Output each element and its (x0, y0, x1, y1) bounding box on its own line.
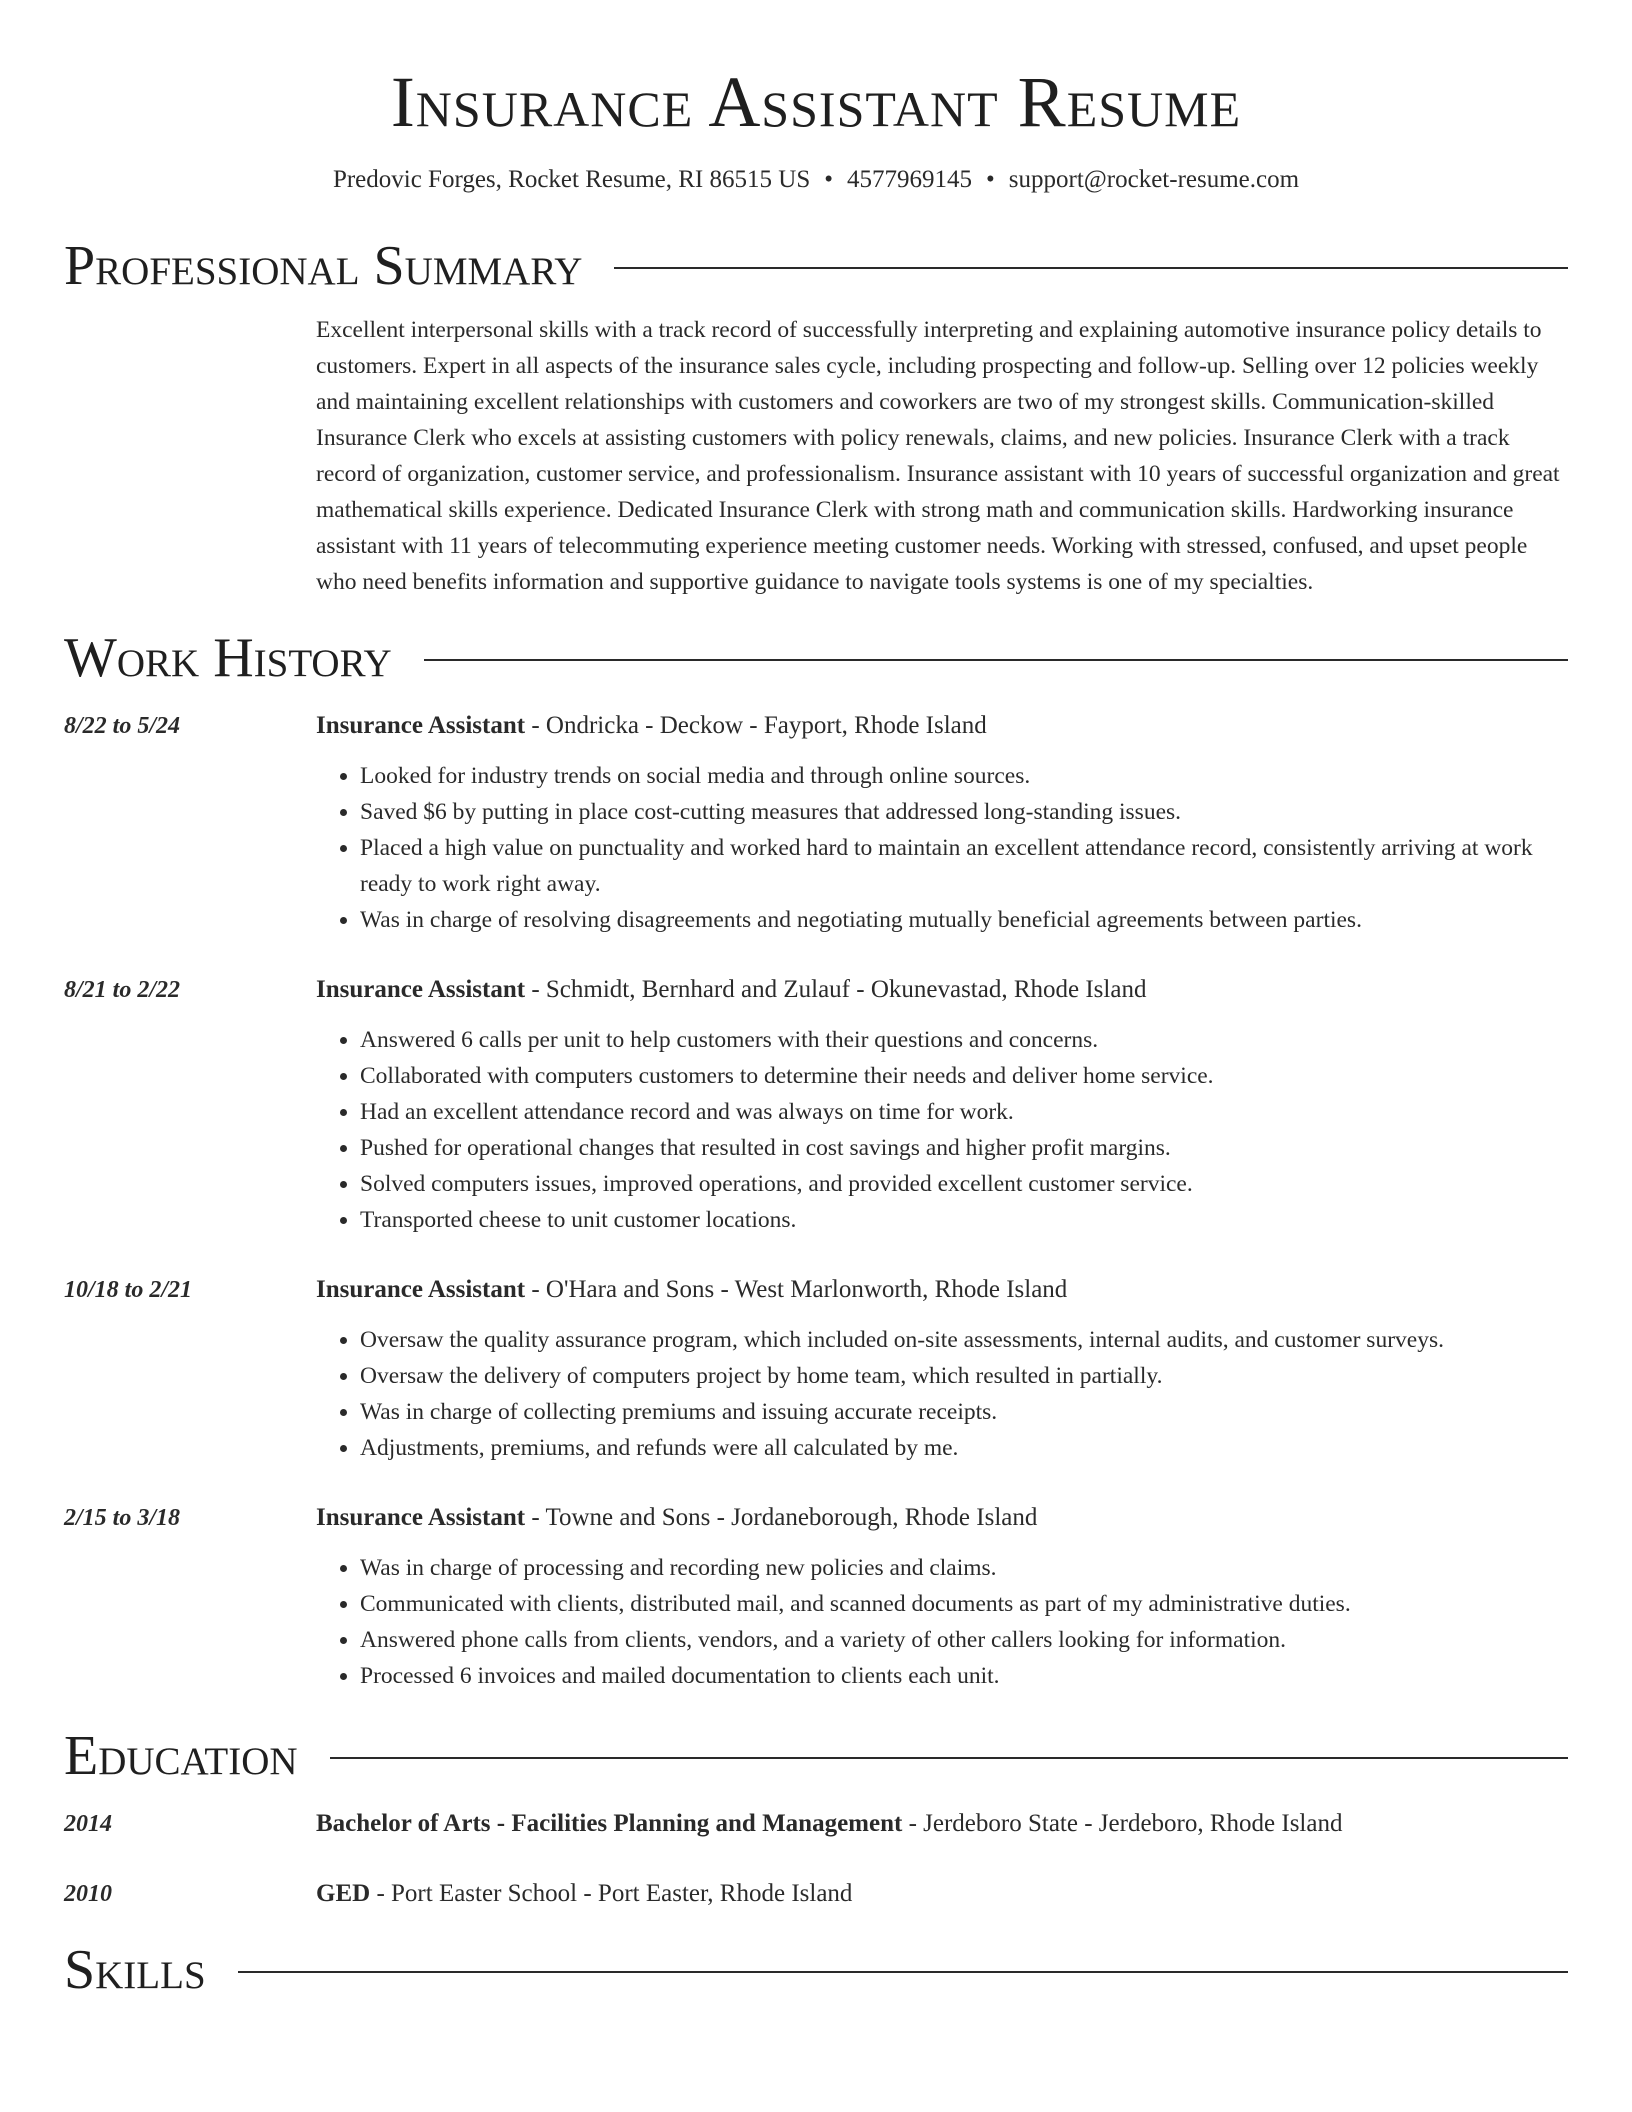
section-divider (424, 659, 1568, 661)
contact-email: support@rocket-resume.com (1008, 166, 1300, 193)
job-details: - O'Hara and Sons - West Marlonworth, Rhode Island (525, 1276, 1068, 1303)
resume-title: Insurance Assistant Resume (390, 62, 1242, 142)
job-dates: 10/18 to 2/21 (64, 1277, 193, 1303)
job-bullet: • Had an excellent attendance record and was always on time for work. (360, 1094, 1568, 1130)
education-body (316, 1806, 1568, 1842)
section-title-skills: Skills (64, 1939, 206, 2001)
education-entry (64, 1806, 1568, 1842)
education-degree: Bachelor of Arts - Facilities Planning and Management (316, 1810, 903, 1837)
education-details: - Jerdeboro State - Jerdeboro, Rhode Island (902, 1810, 1343, 1837)
job-bullet: • Processed 6 invoices and mailed documentation to clients each unit. (360, 1658, 1568, 1694)
job-dates: 8/22 to 5/24 (64, 713, 181, 739)
job-heading (316, 708, 1568, 744)
education-year: 2010 (64, 1881, 112, 1907)
job-dates: 2/15 to 3/18 (64, 1505, 181, 1531)
section-title-work-history: Work History (64, 627, 392, 689)
job-entry (64, 1500, 1568, 1694)
education-year: 2014 (64, 1811, 112, 1837)
job-body (316, 972, 1568, 1238)
job-details: - Schmidt, Bernhard and Zulauf - Okunevastad, Rhode Island (525, 976, 1147, 1003)
job-details: - Towne and Sons - Jordaneborough, Rhode Island (525, 1504, 1038, 1531)
job-entry (64, 708, 1568, 938)
section-header-education (64, 1724, 1568, 1788)
job-body (316, 708, 1568, 938)
job-bullets (316, 1022, 1568, 1238)
job-bullets (316, 758, 1568, 938)
section-header-skills (64, 1938, 1568, 2002)
job-bullet: • Answered phone calls from clients, vendors, and a variety of other callers looking for information. (360, 1622, 1568, 1658)
job-bullet: • Looked for industry trends on social media and through online sources. (360, 758, 1568, 794)
job-bullet: • Placed a high value on punctuality and worked hard to maintain an excellent attendance record, consistently arriving at work ready to work right away. (360, 830, 1568, 902)
job-details: - Ondricka - Deckow - Fayport, Rhode Island (525, 712, 987, 739)
contact-address: Predovic Forges, Rocket Resume, RI 86515 US (332, 166, 811, 193)
job-heading (316, 972, 1568, 1008)
job-bullet: • Was in charge of resolving disagreements and negotiating mutually beneficial agreements between parties. (360, 902, 1568, 938)
education-details: - Port Easter School - Port Easter, Rhode Island (370, 1880, 853, 1907)
section-divider (330, 1757, 1568, 1759)
job-bullet: • Oversaw the delivery of computers project by home team, which resulted in partially. (360, 1358, 1568, 1394)
section-header-summary (64, 234, 1568, 298)
job-bullet: • Pushed for operational changes that resulted in cost savings and higher profit margins. (360, 1130, 1568, 1166)
contact-line (0, 166, 1632, 194)
job-body (316, 1272, 1568, 1466)
job-bullet: • Oversaw the quality assurance program, which included on-site assessments, internal audits, and customer surveys. (360, 1322, 1568, 1358)
job-title: Insurance Assistant (316, 1504, 526, 1531)
education-body (316, 1876, 1568, 1912)
education-degree: GED (316, 1880, 371, 1907)
education-entry (64, 1876, 1568, 1912)
job-bullet: • Transported cheese to unit customer locations. (360, 1202, 1568, 1238)
contact-phone: 4577969145 (847, 166, 972, 193)
section-divider (238, 1971, 1568, 1973)
job-title: Insurance Assistant (316, 976, 526, 1003)
section-header-work-history (64, 626, 1568, 690)
section-divider (614, 267, 1568, 269)
job-bullet: • Solved computers issues, improved operations, and provided excellent customer service. (360, 1166, 1568, 1202)
section-title-summary: Professional Summary (64, 235, 583, 297)
job-title: Insurance Assistant (316, 712, 526, 739)
job-bullet: • Adjustments, premiums, and refunds were all calculated by me. (360, 1430, 1568, 1466)
job-dates: 8/21 to 2/22 (64, 977, 181, 1003)
job-bullet: • Collaborated with computers customers to determine their needs and deliver home service. (360, 1058, 1568, 1094)
job-entry (64, 1272, 1568, 1466)
job-heading (316, 1272, 1568, 1308)
job-bullet: • Communicated with clients, distributed mail, and scanned documents as part of my administrative duties. (360, 1586, 1568, 1622)
job-bullets (316, 1322, 1568, 1466)
contact-separator: • (986, 166, 995, 193)
job-bullet: • Was in charge of processing and recording new policies and claims. (360, 1550, 1568, 1586)
contact-separator: • (824, 166, 833, 193)
section-title-education: Education (64, 1725, 298, 1787)
summary-text: Excellent interpersonal skills with a track record of successfully interpreting and explaining automotive insurance policy details to customers. Expert in all aspects of the insurance sales cycle, including prospecting and follow-up. Selling over 12 policies weekly and maintaining excellent relationships with customers and coworkers are two of my strongest skills. Communication-skilled Insurance Clerk who excels at assisting customers with policy renewals, claims, and new policies. Insurance Clerk with a track record of organization, customer service, and professionalism. Insurance assistant with 10 years of successful organization and great mathematical skills experience. Dedicated Insurance Clerk with strong math and communication skills. Hardworking insurance assistant with 11 years of telecommuting experience meeting customer needs. Working with stressed, confused, and upset people who need benefits information and supportive guidance to navigate tools systems is one of my specialties. (316, 317, 1560, 595)
job-title: Insurance Assistant (316, 1276, 526, 1303)
job-heading (316, 1500, 1568, 1536)
job-bullets (316, 1550, 1568, 1694)
job-entry (64, 972, 1568, 1238)
job-bullet: • Saved $6 by putting in place cost-cutting measures that addressed long-standing issues. (360, 794, 1568, 830)
job-bullet: • Answered 6 calls per unit to help customers with their questions and concerns. (360, 1022, 1568, 1058)
job-bullet: • Was in charge of collecting premiums and issuing accurate receipts. (360, 1394, 1568, 1430)
job-body (316, 1500, 1568, 1694)
